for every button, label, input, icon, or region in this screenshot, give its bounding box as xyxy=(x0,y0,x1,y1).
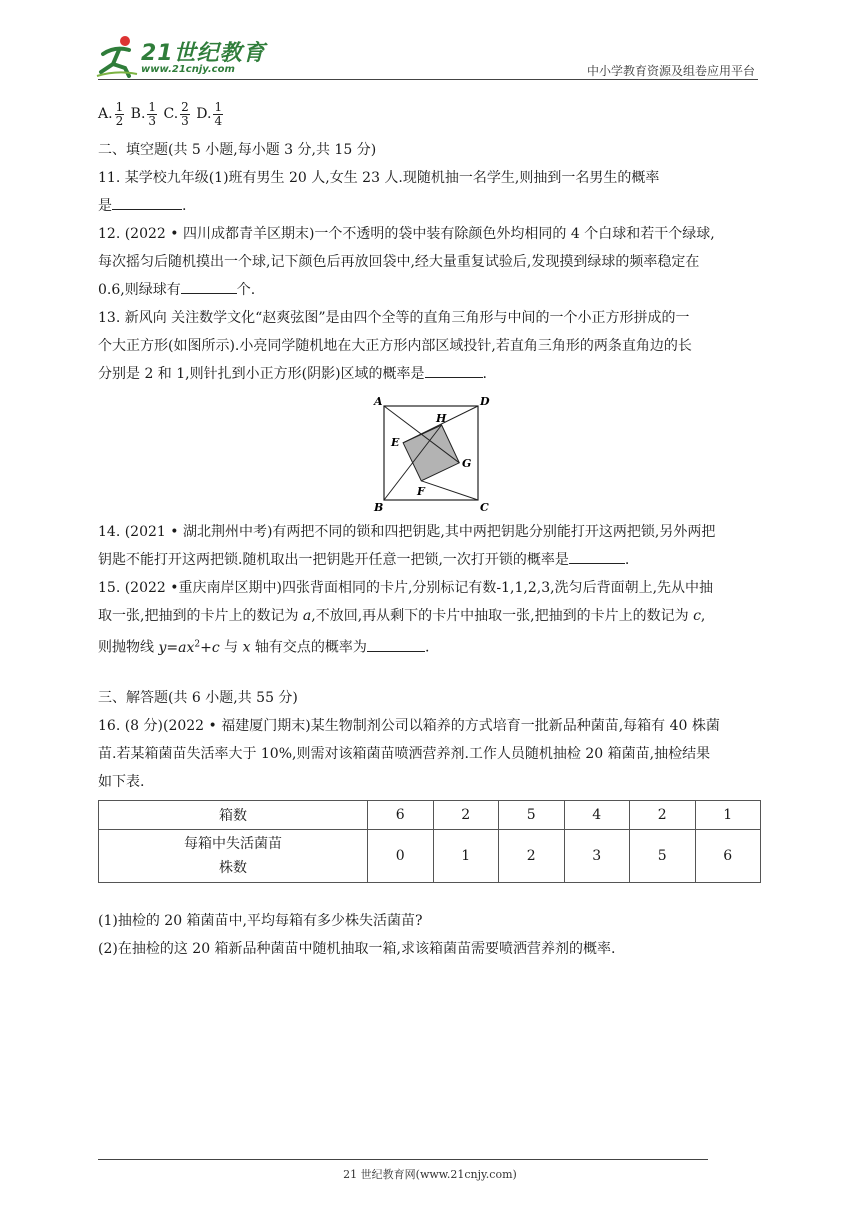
option-b-den: 3 xyxy=(148,113,157,128)
header-line2: 株数 xyxy=(219,859,247,876)
question-12 xyxy=(98,220,763,304)
option-b-label: B. xyxy=(130,106,146,122)
running-figure-icon xyxy=(95,34,139,78)
question-16 xyxy=(98,712,763,963)
var-c: c xyxy=(693,608,701,624)
table-cell: 6 xyxy=(368,800,434,829)
q13-line2: 个大正方形(如图所示).小亮同学随机地在大正方形内部区域投针,若直角三角形的两条直角边的长 xyxy=(98,338,692,354)
q12-line3 xyxy=(98,276,763,304)
data-table xyxy=(98,800,761,883)
q16-line2: 苗.若某箱菌苗失活率大于 10%,则需对该箱菌苗喷洒营养剂.工作人员随机抽检 20 箱菌苗,抽检结果 xyxy=(98,745,711,762)
label-b: B xyxy=(374,501,384,512)
label-c: C xyxy=(480,501,489,512)
q15-line2 xyxy=(98,602,763,630)
eq-y: y xyxy=(158,639,167,656)
q14-line2 xyxy=(98,546,763,574)
label-f: F xyxy=(417,485,425,498)
logo-text: 21世纪教育 xyxy=(141,41,266,66)
zhao-shuang-figure xyxy=(372,394,492,512)
line-cf xyxy=(421,481,478,500)
section3-title: 三、解答题(共 6 小题,共 55 分) xyxy=(98,689,298,706)
eq-plus: + xyxy=(200,639,212,656)
eq-equals: = xyxy=(166,639,179,656)
table-cell: 1 xyxy=(433,829,499,882)
table-row-boxes xyxy=(99,800,761,829)
answer-blank xyxy=(425,363,483,378)
q14-text: 钥匙不能打开这两把锁.随机取出一把钥匙开任意一把锁,一次打开锁的概率是 xyxy=(98,552,569,568)
q15-text-e: 与 xyxy=(219,639,243,656)
q12-line1: 12. (2022 • 四川成都青羊区期末)一个不透明的袋中装有除颜色外均相同的 4 个白球和若干个绿球, xyxy=(98,226,715,242)
answer-blank xyxy=(112,195,182,210)
option-d-den: 4 xyxy=(214,113,223,128)
q13-line3 xyxy=(98,360,763,388)
q11-end: . xyxy=(182,198,187,214)
option-c-fraction xyxy=(180,101,190,128)
header-divider xyxy=(98,79,758,80)
q11-line1: 11. 某学校九年级(1)班有男生 20 人,女生 23 人.现随机抽一名学生,则抽到一名男生的概率 xyxy=(98,170,660,186)
label-d: D xyxy=(480,395,490,408)
answer-blank xyxy=(569,549,625,564)
option-d xyxy=(196,99,225,128)
site-logo xyxy=(95,34,265,80)
q12-line2: 每次摇匀后随机摸出一个球,记下颜色后再放回袋中,经大量重复试验后,发现摸到绿球的频率稳定在 xyxy=(98,254,700,270)
option-a-num: 1 xyxy=(115,99,124,114)
q15-end: . xyxy=(424,639,430,656)
q14-line1: 14. (2021 • 湖北荆州中考)有两把不同的锁和四把钥匙,其中两把钥匙分别能打开这两把锁,另外两把 xyxy=(98,524,716,540)
option-b-fraction xyxy=(147,101,157,128)
logo-url: www.21cnjy.com xyxy=(141,64,235,75)
eq-c: c xyxy=(211,639,220,656)
table-header-boxes: 箱数 xyxy=(99,800,368,829)
page-header xyxy=(0,0,860,80)
option-d-label: D. xyxy=(196,106,212,122)
platform-name: 中小学教育资源及组卷应用平台 xyxy=(586,64,755,78)
option-c xyxy=(163,99,192,128)
table-cell: 3 xyxy=(564,829,630,882)
question-13 xyxy=(98,304,763,512)
q15-text-f: 轴有交点的概率为 xyxy=(250,639,367,656)
q16-sub2: (2)在抽检的这 20 箱新品种菌苗中随机抽取一箱,求该箱菌苗需要喷洒营养剂的概率. xyxy=(98,940,616,957)
table-row-inactive xyxy=(99,829,761,882)
q13-text: 分别是 2 和 1,则针扎到小正方形(阴影)区域的概率是 xyxy=(98,366,425,382)
label-a: A xyxy=(374,395,383,408)
q11-text: 是 xyxy=(98,198,112,214)
table-header-inactive xyxy=(99,829,368,882)
answer-blank xyxy=(181,279,237,294)
table-cell: 6 xyxy=(695,829,761,882)
option-a xyxy=(98,99,126,128)
q16-sub1: (1)抽检的 20 箱菌苗中,平均每箱有多少株失活菌苗? xyxy=(98,912,423,929)
footer-text: 21 世纪教育网(www.21cnjy.com) xyxy=(343,1168,517,1181)
table-cell: 5 xyxy=(499,800,565,829)
table-cell: 2 xyxy=(433,800,499,829)
label-g: G xyxy=(462,457,472,470)
q15-text-c: , xyxy=(700,608,706,624)
q14-end: . xyxy=(624,552,630,568)
option-c-den: 3 xyxy=(181,113,189,128)
q16-line1: 16. (8 分)(2022 • 福建厦门期末)某生物制剂公司以箱养的方式培育一批新品种菌苗,每箱有 40 株菌 xyxy=(98,717,720,734)
label-h: H xyxy=(436,412,447,425)
option-d-fraction xyxy=(213,101,223,128)
option-b xyxy=(130,99,159,128)
table-cell: 2 xyxy=(630,800,696,829)
q15-text-b: ,不放回,再从剩下的卡片中抽取一张,把抽到的卡片上的数记为 xyxy=(311,608,694,624)
table-cell: 1 xyxy=(695,800,761,829)
table-cell: 5 xyxy=(630,829,696,882)
section2-title: 二、填空题(共 5 小题,每小题 3 分,共 15 分) xyxy=(98,142,377,158)
eq-ax: ax xyxy=(178,639,195,656)
q15-line3 xyxy=(98,630,763,662)
table-cell: 2 xyxy=(499,829,565,882)
answer-blank xyxy=(367,637,425,652)
page-content xyxy=(98,100,763,963)
q15-text-a: 取一张,把抽到的卡片上的数记为 xyxy=(98,608,303,624)
table-cell: 0 xyxy=(368,829,434,882)
option-c-num: 2 xyxy=(181,99,189,114)
footer-divider xyxy=(98,1159,708,1160)
option-b-num: 1 xyxy=(148,99,157,114)
question-11 xyxy=(98,164,763,220)
eq-exponent: 2 xyxy=(194,639,201,649)
var-x: x xyxy=(242,639,251,656)
inner-square xyxy=(403,425,459,481)
option-c-label: C. xyxy=(163,106,179,122)
option-a-fraction xyxy=(115,101,125,128)
parabola-equation xyxy=(158,640,219,656)
q12-text: 0.6,则绿球有 xyxy=(98,282,181,298)
option-a-den: 2 xyxy=(115,113,124,128)
label-e: E xyxy=(391,436,400,449)
question-15 xyxy=(98,574,763,662)
q13-end: . xyxy=(482,366,487,382)
q15-line1: 15. (2022 •重庆南岸区期中)四张背面相同的卡片,分别标记有数-1,1,2,3,洗匀后背面朝上,先从中抽 xyxy=(98,580,714,596)
q15-text-d: 则抛物线 xyxy=(98,639,159,656)
option-a-label: A. xyxy=(98,106,113,122)
q10-options xyxy=(98,100,763,128)
table-cell: 4 xyxy=(564,800,630,829)
question-14 xyxy=(98,518,763,574)
q13-line1: 13. 新风向 关注数学文化“赵爽弦图”是由四个全等的直角三角形与中间的一个小正方形拼成的一 xyxy=(98,310,690,326)
q12-end: 个. xyxy=(236,282,256,298)
var-a: a xyxy=(302,608,312,624)
q11-line2 xyxy=(98,192,763,220)
q16-line3: 如下表. xyxy=(98,773,145,790)
header-line1: 每箱中失活菌苗 xyxy=(184,835,282,852)
option-d-num: 1 xyxy=(214,99,223,114)
